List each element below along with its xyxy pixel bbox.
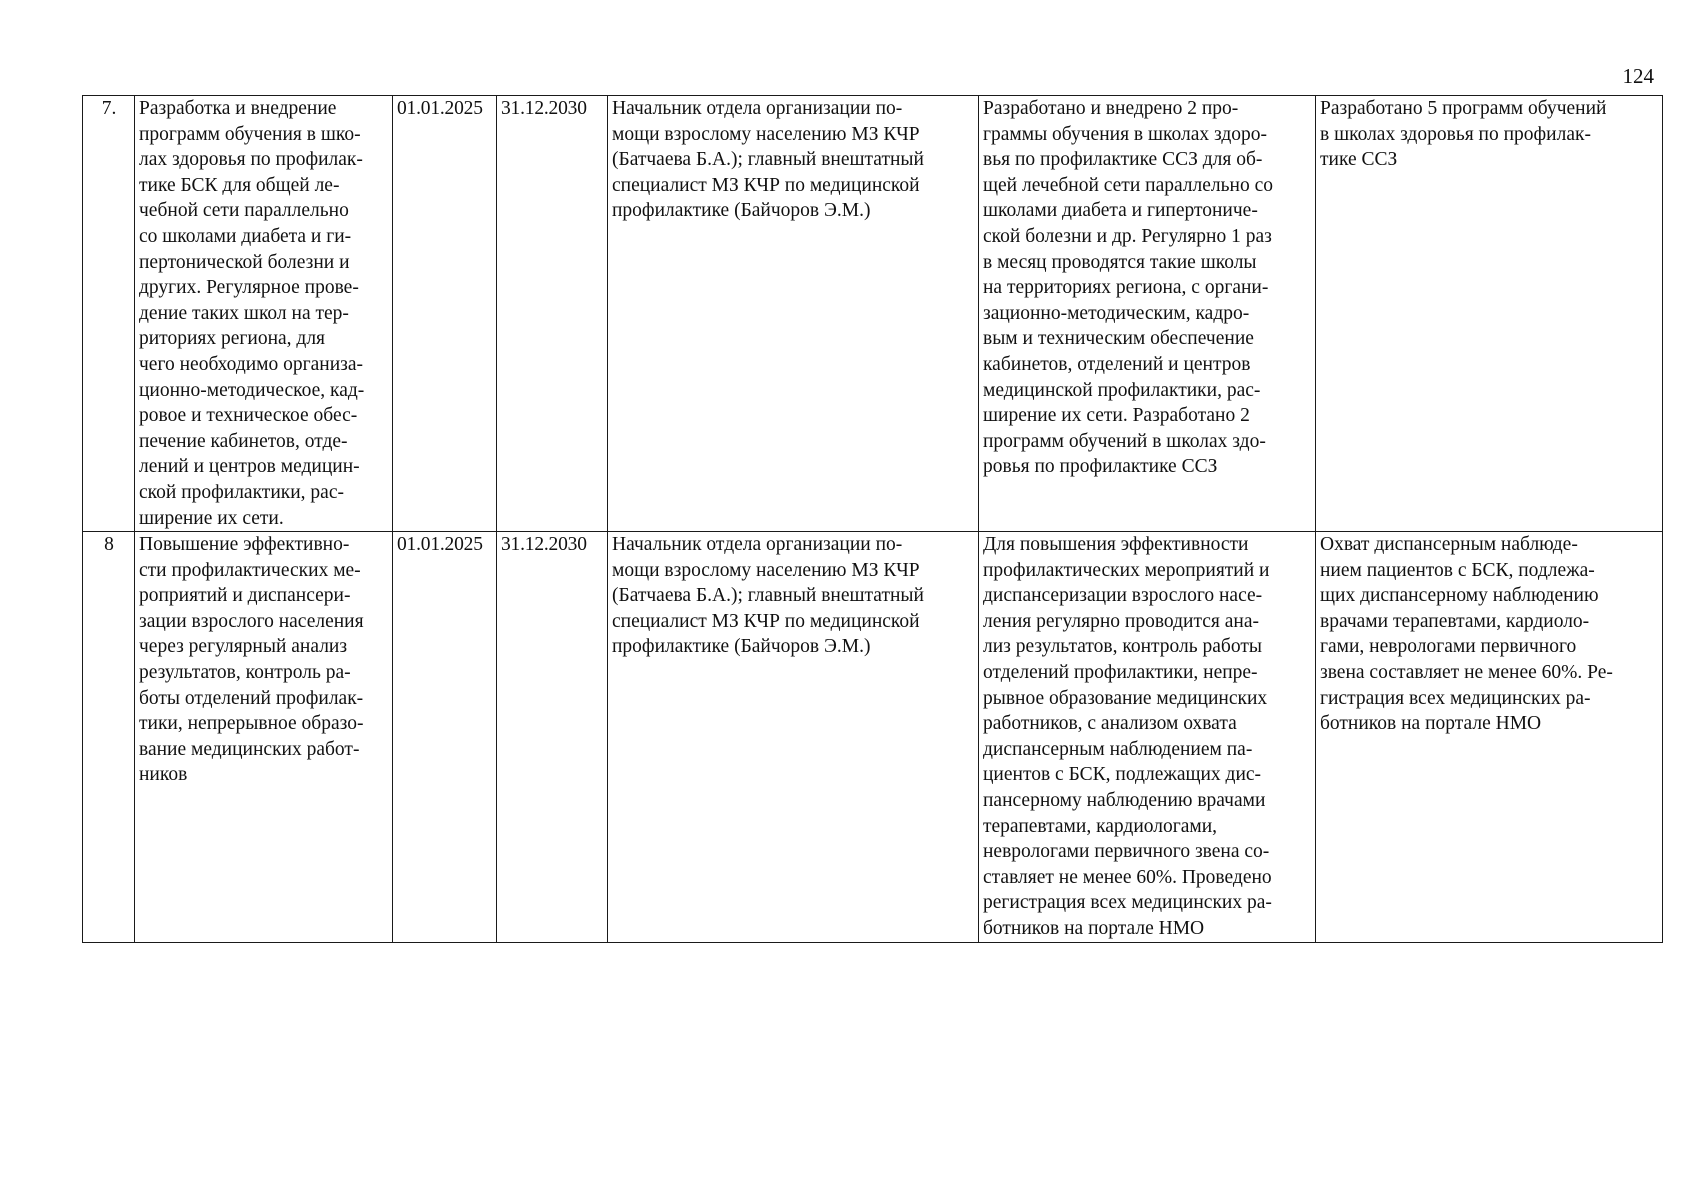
cell-text-line: результатов, контроль ра- xyxy=(139,662,351,684)
cell-text-line: Для повышения эффективности xyxy=(983,534,1249,556)
cell-text-line: профилактике (Байчоров Э.М.) xyxy=(612,636,871,658)
result-cell xyxy=(1316,532,1663,943)
cell-text-line: в месяц проводятся такие школы xyxy=(983,251,1257,273)
responsible-cell xyxy=(608,532,979,943)
cell-text-line: вья по профилактике ССЗ для об- xyxy=(983,149,1263,171)
cell-text-line: через регулярный анализ xyxy=(139,636,348,658)
cell-text-line: вание медицинских работ- xyxy=(139,738,360,760)
cell-text-line: школами диабета и гипертониче- xyxy=(983,200,1258,222)
cell-text-line: Разработано и внедрено 2 про- xyxy=(983,98,1239,119)
measure-cell xyxy=(135,532,393,943)
cell-text-line: лений и центров медицин- xyxy=(139,456,360,478)
plan-table xyxy=(82,95,1663,943)
page-number: 124 xyxy=(1622,64,1654,88)
cell-text-line: (Батчаева Б.А.); главный внештатный xyxy=(612,585,924,607)
cell-text-line: Начальник отдела организации по- xyxy=(612,534,903,556)
cell-text-line: боты отделений профилак- xyxy=(139,687,364,709)
cell-text-line: Повышение эффективно- xyxy=(139,534,350,556)
result-cell xyxy=(1316,96,1663,532)
cell-text-line: работников, с анализом охвата xyxy=(983,713,1237,735)
responsible-cell xyxy=(608,96,979,532)
cell-text-line: профилактике (Байчоров Э.М.) xyxy=(612,200,871,222)
cell-text-line: медицинской профилактики, рас- xyxy=(983,379,1261,401)
cell-text-line: ления регулярно проводится ана- xyxy=(983,610,1259,632)
cell-text-line: программ обучения в шко- xyxy=(139,123,361,145)
cell-text-line: щей лечебной сети параллельно со xyxy=(983,174,1274,196)
cell-text-line: дение таких школ на тер- xyxy=(139,302,349,324)
cell-text-line: вым и техническим обеспечение xyxy=(983,328,1254,350)
cell-text-line: гистрация всех медицинских ра- xyxy=(1320,687,1591,709)
cell-text-line: пансерному наблюдению врачами xyxy=(983,790,1266,812)
cell-text-line: на территориях региона, с органи- xyxy=(983,277,1269,299)
cell-text-line: нием пациентов с БСК, подлежа- xyxy=(1320,559,1595,581)
cell-text-line: ставляет не менее 60%. Проведено xyxy=(983,866,1272,888)
cell-text-line: зационно-методическим, кадро- xyxy=(983,302,1250,324)
cell-text-line: специалист МЗ КЧР по медицинской xyxy=(612,610,920,632)
cell-text-line: звена составляет не менее 60%. Ре- xyxy=(1320,662,1613,684)
cell-text-line: лах здоровья по профилак- xyxy=(139,149,363,171)
cell-text-line: терапевтами, кардиологами, xyxy=(983,815,1218,837)
cell-text-line: печение кабинетов, отде- xyxy=(139,430,348,452)
cell-text-line: роприятий и диспансери- xyxy=(139,585,351,607)
cell-text-line: чебной сети параллельно xyxy=(139,200,349,222)
cell-text-line: кабинетов, отделений и центров xyxy=(983,353,1251,375)
measure-cell xyxy=(135,96,393,532)
cell-text-line: неврологами первичного звена со- xyxy=(983,841,1270,863)
cell-text-line: сти профилактических ме- xyxy=(139,559,361,581)
cell-text-line: других. Регулярное прове- xyxy=(139,277,359,299)
cell-text-line: Разработано 5 программ обучений xyxy=(1320,98,1607,119)
cell-text-line: зации взрослого населения xyxy=(139,610,364,632)
table-row xyxy=(83,532,1663,943)
cell-text-line: ровья по профилактике ССЗ xyxy=(983,456,1218,478)
cell-text-line: ботников на портале НМО xyxy=(983,918,1205,939)
cell-text-line: ников xyxy=(139,764,188,786)
row-number: 8 xyxy=(83,532,135,943)
cell-text-line: отделений профилактики, непре- xyxy=(983,662,1258,684)
cell-text-line: чего необходимо организа- xyxy=(139,353,364,375)
cell-text-line: диспансеризации взрослого насе- xyxy=(983,585,1263,607)
start-date: 01.01.2025 xyxy=(393,96,497,532)
cell-text-line: ской болезни и др. Регулярно 1 раз xyxy=(983,225,1272,247)
cell-text-line: граммы обучения в школах здоро- xyxy=(983,123,1268,145)
cell-text-line: лиз результатов, контроль работы xyxy=(983,636,1262,658)
cell-text-line: пертонической болезни и xyxy=(139,251,350,273)
cell-text-line: Начальник отдела организации по- xyxy=(612,98,903,119)
cell-text-line: ровое и техническое обес- xyxy=(139,405,358,427)
cell-text-line: врачами терапевтами, кардиоло- xyxy=(1320,610,1590,632)
cell-text-line: ционно-методическое, кад- xyxy=(139,379,365,401)
cell-text-line: ской профилактики, рас- xyxy=(139,481,344,503)
characteristic-cell xyxy=(979,532,1316,943)
cell-text-line: Разработка и внедрение xyxy=(139,98,337,119)
cell-text-line: циентов с БСК, подлежащих дис- xyxy=(983,764,1262,786)
cell-text-line: (Батчаева Б.А.); главный внештатный xyxy=(612,149,924,171)
cell-text-line: риториях региона, для xyxy=(139,328,326,350)
cell-text-line: тике БСК для общей ле- xyxy=(139,174,340,196)
cell-text-line: со школами диабета и ги- xyxy=(139,225,352,247)
cell-text-line: ширение их сети. xyxy=(139,507,284,529)
cell-text-line: программ обучений в школах здо- xyxy=(983,430,1266,452)
cell-text-line: Охват диспансерным наблюде- xyxy=(1320,534,1578,556)
cell-text-line: гами, неврологами первичного xyxy=(1320,636,1577,658)
end-date: 31.12.2030 xyxy=(497,96,608,532)
cell-text-line: ботников на портале НМО xyxy=(1320,713,1542,735)
row-number: 7. xyxy=(83,96,135,532)
cell-text-line: мощи взрослому населению МЗ КЧР xyxy=(612,123,920,145)
cell-text-line: диспансерным наблюдением па- xyxy=(983,738,1253,760)
cell-text-line: мощи взрослому населению МЗ КЧР xyxy=(612,559,920,581)
cell-text-line: тики, непрерывное образо- xyxy=(139,713,364,735)
cell-text-line: регистрация всех медицинских ра- xyxy=(983,892,1272,914)
end-date: 31.12.2030 xyxy=(497,532,608,943)
characteristic-cell xyxy=(979,96,1316,532)
cell-text-line: ширение их сети. Разработано 2 xyxy=(983,405,1250,427)
cell-text-line: профилактических мероприятий и xyxy=(983,559,1270,581)
cell-text-line: рывное образование медицинских xyxy=(983,687,1268,709)
cell-text-line: специалист МЗ КЧР по медицинской xyxy=(612,174,920,196)
cell-text-line: щих диспансерному наблюдению xyxy=(1320,585,1599,607)
table-row xyxy=(83,96,1663,532)
cell-text-line: в школах здоровья по профилак- xyxy=(1320,123,1591,145)
cell-text-line: тике ССЗ xyxy=(1320,149,1398,171)
start-date: 01.01.2025 xyxy=(393,532,497,943)
